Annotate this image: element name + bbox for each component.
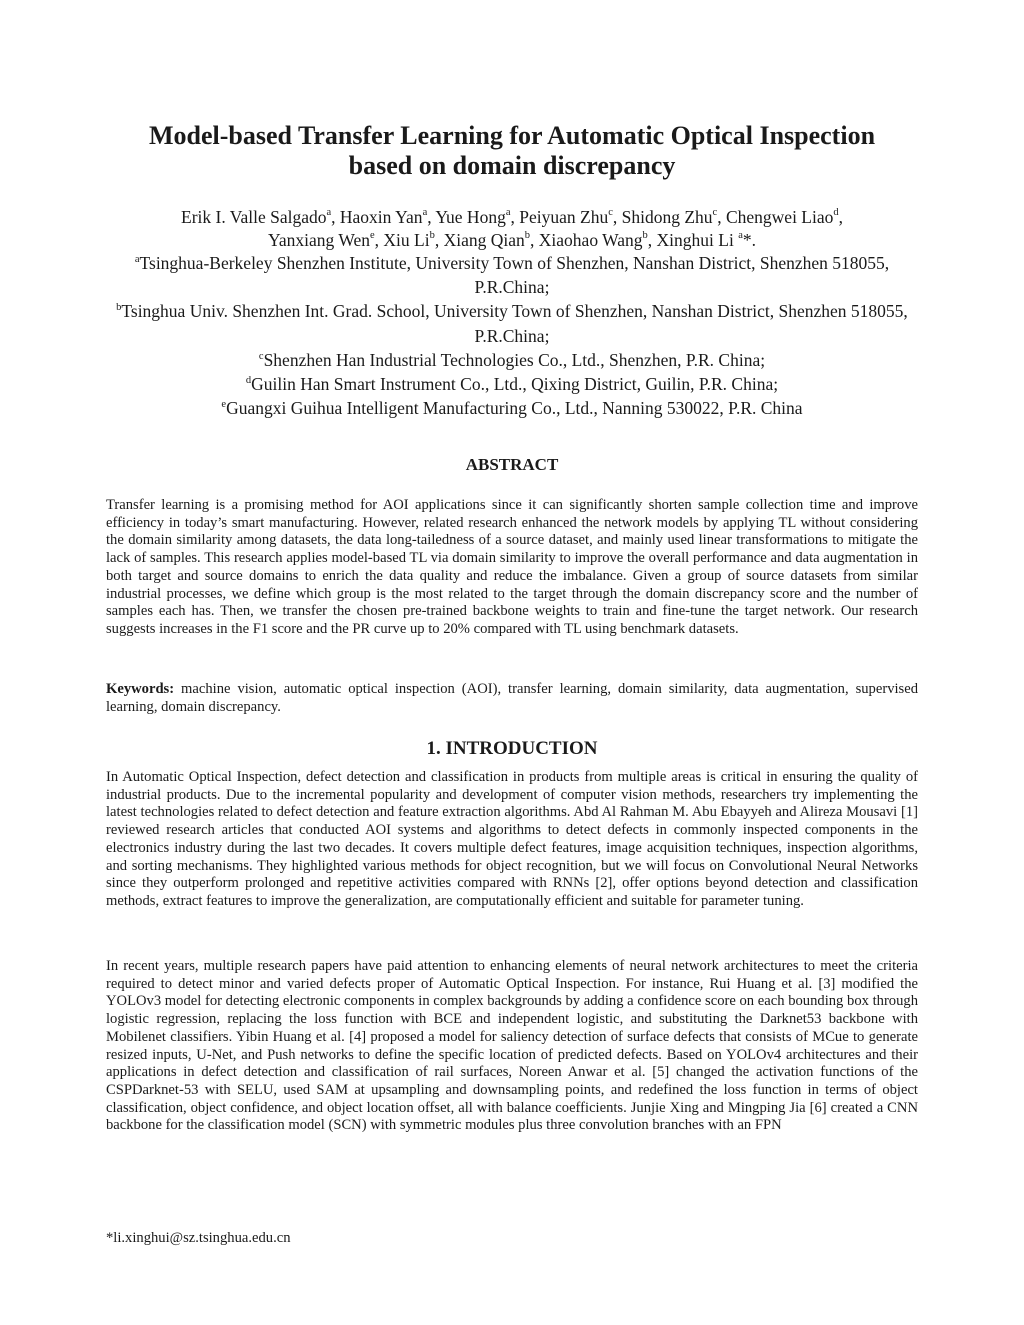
author-separator: , (331, 207, 340, 227)
author-separator: , (612, 207, 622, 227)
affiliation (106, 348, 918, 372)
abstract-heading: ABSTRACT (465, 455, 559, 474)
author-separator: , (717, 207, 726, 227)
author-affiliation-mark: a (422, 207, 428, 219)
author-name: Xinghui Li (656, 229, 739, 250)
keywords-label: Keywords: (106, 681, 175, 697)
affiliation-mark: e (221, 399, 227, 411)
author-name: Xiang Qian (443, 229, 525, 250)
author-name: Xiu Li (383, 229, 430, 250)
author-separator: , (647, 229, 657, 250)
author-affiliation-mark: b (642, 229, 648, 241)
author-name: Erik I. Valle Salgado (181, 207, 327, 227)
author-list (106, 206, 918, 251)
author-separator: , (374, 229, 384, 250)
author-affiliation-mark: a (738, 229, 743, 241)
affiliation-mark: a (134, 254, 140, 266)
author-affiliation-mark: e (370, 229, 375, 241)
affiliation (106, 372, 918, 396)
author-name: Peiyuan Zhu (519, 207, 609, 227)
affiliation-text: Tsinghua-Berkeley Shenzhen Institute, University Town of Shenzhen, Nanshan District, Shenzhen 518055, P.R.China; (139, 253, 890, 298)
author-name: Haoxin Yan (339, 207, 423, 227)
author-separator: , (510, 207, 520, 227)
author-name: Shidong Zhu (621, 207, 713, 227)
author-affiliation-mark: d (833, 207, 839, 219)
affiliation-text: Guangxi Guihua Intelligent Manufacturing Co., Ltd., Nanning 530022, P.R. China (226, 398, 803, 419)
keywords-text: machine vision, automatic optical inspection (AOI), transfer learning, domain similarity, data augmentation, supervised learning, domain discrepancy. (106, 681, 918, 715)
author-separator: , (434, 229, 444, 250)
affiliation (106, 396, 918, 420)
author-affiliation-mark: b (524, 229, 531, 241)
title-line-1: Model-based Transfer Learning for Automatic Optical Inspection (148, 121, 876, 150)
author-separator: , (838, 207, 843, 227)
author-affiliation-mark: a (326, 207, 332, 219)
affiliation-text: Shenzhen Han Industrial Technologies Co., Ltd., Shenzhen, P.R. China; (263, 349, 766, 370)
author-affiliation-mark: c (712, 207, 718, 219)
affiliation (106, 251, 918, 299)
author-name: Yue Hong (435, 207, 506, 227)
author-separator: *. (742, 229, 756, 250)
affiliation-text: Guilin Han Smart Instrument Co., Ltd., Qixing District, Guilin, P.R. China; (251, 374, 779, 395)
affiliation-list (106, 251, 918, 420)
introduction-heading: 1. INTRODUCTION (426, 738, 598, 759)
author-affiliation-mark: a (505, 207, 511, 219)
author-affiliation-mark: c (608, 207, 613, 219)
intro-paragraph-2: In recent years, multiple research papers have paid attention to enhancing elements of neural network architectures to meet the criteria required to detect minor and varied defects proper of Automatic Optical Inspection. For instance, Rui Huang et al. [3] modified the YOLOv3 model for detecting electronic components in complex backgrounds by adding a confidence score on each bounding box through logistic regression, replacing the loss function with BCE and independent logistic, and substituting the Darknet53 backbone with Mobilenet classifiers. Yibin Huang et al. [4] proposed a model for saliency detection of surface defects that consists of MCue to generate resized inputs, U-Net, and Push networks to define the specific location of predicted defects. Based on YOLOv4 architectures and their applications in defect detection and classification of rail surfaces, Noreen Anwar et al. [5] changed the activation functions of the CSPDarknet-53 with SELU, used SAM at upsampling and downsampling points, and redefined the loss function in terms of object classification, object confidence, and object location offset, all with balance coefficients. Junjie Xing and Mingping Jia [6] created a CNN backbone for the classification model (SCN) with symmetric modules plus three convolution branches with an FPN (106, 958, 918, 1134)
paper-title (106, 121, 918, 181)
affiliation-mark: c (258, 350, 264, 362)
author-name: Chengwei Liao (725, 207, 834, 227)
author-name: Xiaohao Wang (538, 229, 643, 250)
author-affiliation-mark: b (429, 229, 435, 241)
intro-paragraph-1: In Automatic Optical Inspection, defect detection and classification in products from multiple areas is critical in ensuring the quality of industrial products. Due to the incremental popularity and development of computer vision methods, researchers try implementing the latest technologies related to defect detection and feature extraction algorithms. Abd Al Rahman M. Abu Ebayyeh and Alireza Mousavi [1] reviewed research articles that conducted AOI systems and algorithms to detect defects in commonly inspected components in the electronics industry during the last two decades. It covers multiple defect features, image acquisition techniques, inspection algorithms, and sorting mechanisms. They highlighted various methods for object recognition, but we will focus on Convolutional Neural Networks since they outperform prolonged and repetitive activities compared with RNNs [2], offer options beyond detection and classification methods, extract features to improve the generalization, are computationally efficient and suitable for parameter tuning. (106, 769, 918, 909)
affiliation-mark: b (116, 302, 122, 314)
author-name: Yanxiang Wen (268, 229, 370, 250)
keywords (106, 681, 918, 716)
author-separator: , (530, 229, 539, 250)
title-line-2: based on domain discrepancy (348, 151, 676, 180)
affiliation-mark: d (245, 375, 252, 387)
author-separator: , (427, 207, 436, 227)
corresponding-email-footnote: *li.xinghui@sz.tsinghua.edu.cn (106, 1230, 291, 1246)
affiliation-text: Tsinghua Univ. Shenzhen Int. Grad. School, University Town of Shenzhen, Nanshan District, Shenzhen 518055, P.R.China; (121, 301, 908, 346)
affiliation (106, 299, 918, 347)
abstract-text: Transfer learning is a promising method for AOI applications since it can significantly shorten sample collection time and improve efficiency in today’s smart manufacturing. However, related research enhanced the network models by applying TL without considering the domain similarity among datasets, the data long-tailedness of a source dataset, and mainly used linear transformations to mitigate the lack of samples. This research applies model-based TL via domain similarity to improve the overall performance and data augmentation in both target and source domains to enrich the data quality and reduce the imbalance. Given a group of source datasets from similar industrial processes, we define which group is the most related to the target through the domain discrepancy score and the number of samples each has. Then, we transfer the chosen pre-trained backbone weights to train and fine-tune the target network. Our research suggests increases in the F1 score and the PR curve up to 20% compared with TL using benchmark datasets. (106, 497, 918, 637)
